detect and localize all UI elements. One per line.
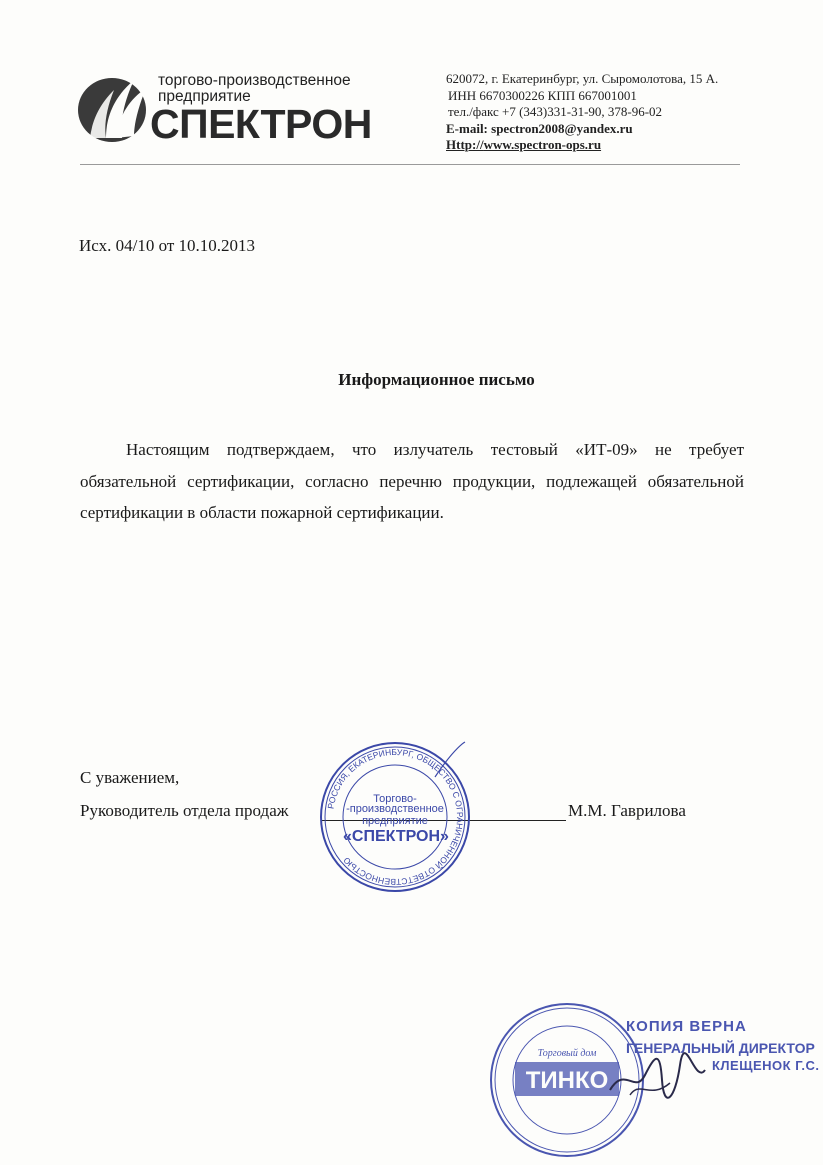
svg-text:Торговый дом: Торговый дом — [537, 1048, 597, 1059]
letter-title: Информационное письмо — [338, 370, 535, 389]
director-name: КЛЕЩЕНОК Г.С. — [712, 1058, 820, 1073]
website-prefix: Http:// — [446, 137, 484, 152]
company-subtitle-line2: предприятие — [158, 88, 251, 105]
company-name: СПЕКТРОН — [150, 101, 372, 147]
outgoing-reference: Исх. 04/10 от 10.10.2013 — [79, 236, 256, 255]
closing: С уважением, — [80, 768, 180, 787]
seal-company-name: «СПЕКТРОН» — [343, 828, 449, 845]
seal-line2: -производственное предприятие — [346, 803, 444, 827]
director-label: ГЕНЕРАЛЬНЫЙ ДИРЕКТОР — [626, 1040, 815, 1056]
seal-line1: Торгово- — [373, 793, 417, 805]
signer-position: Руководитель отдела продаж — [80, 801, 289, 820]
letter-body: Настоящим подтверждаем, что излучатель тестовый «ИТ-09» не требует обязательной сертификации, согласно перечню продукции, подлежащей обязательной сертификации в области пожарной сертификации. — [80, 440, 744, 522]
signature-scribble-icon — [600, 1045, 710, 1105]
website-host: www.spectron-ops.ru — [483, 137, 602, 152]
spectron-logo-icon — [76, 72, 154, 144]
header-divider — [80, 164, 740, 165]
company-address: 620072, г. Екатеринбург, ул. Сыромолотова, 15 А. — [446, 71, 719, 86]
company-website — [446, 137, 601, 153]
signer-name: М.М. Гаврилова — [568, 801, 686, 820]
svg-text:РОССИЯ, ЕКАТЕРИНБУРГ, ОБЩЕСТВО: РОССИЯ, ЕКАТЕРИНБУРГ, ОБЩЕСТВО С ОГРАНИЧЕННОЙ ОТВЕТСТВЕННОСТЬЮ — [325, 746, 466, 888]
company-inn-kpp: ИНН 6670300226 КПП 667001001 — [448, 88, 637, 103]
svg-text:ТИНКО: ТИНКО — [525, 1067, 609, 1094]
company-phone: тел./факс +7 (343)331-31-90, 378-96-02 — [448, 104, 663, 119]
company-email: E-mail: spectron2008@yandex.ru — [446, 121, 633, 136]
copy-verified-label: КОПИЯ ВЕРНА — [626, 1018, 747, 1035]
company-subtitle-line1: торгово-производственное — [158, 72, 351, 89]
